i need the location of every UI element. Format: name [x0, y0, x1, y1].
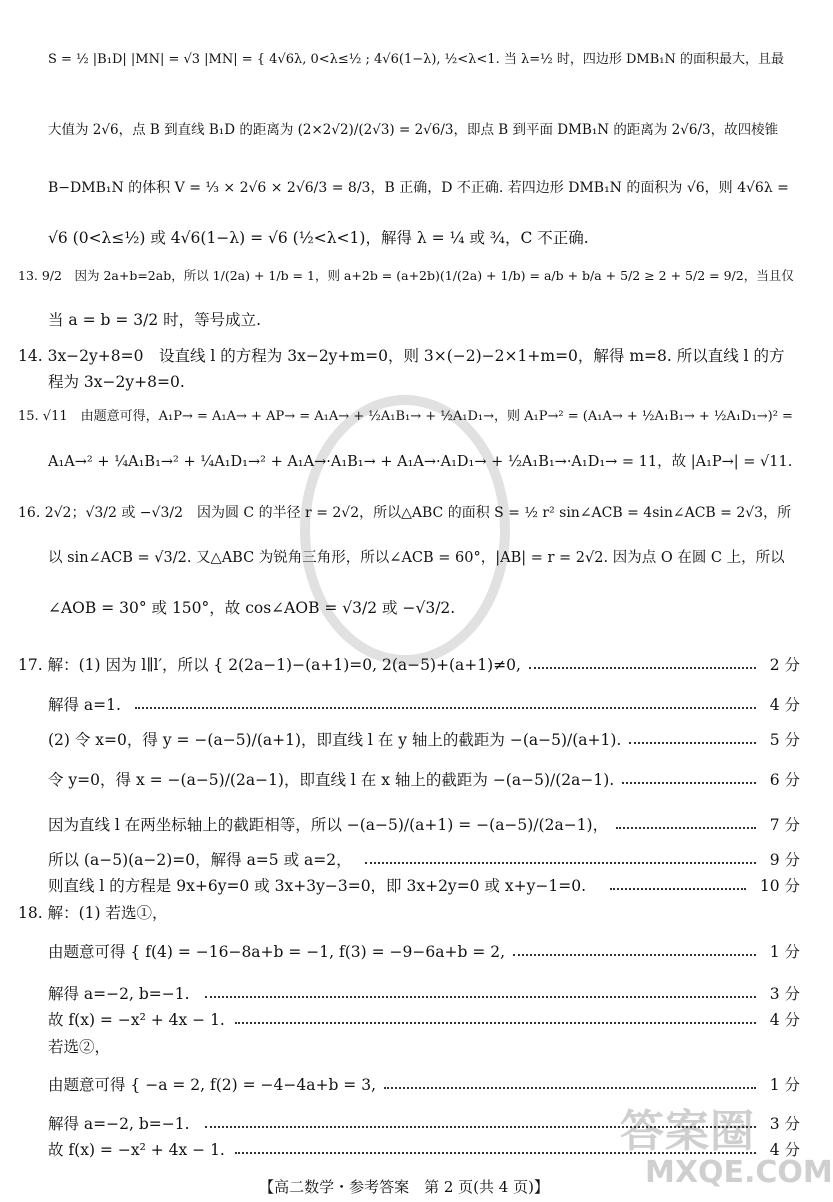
- leader-dots: [529, 667, 756, 669]
- score-points: 4 分: [769, 1141, 800, 1159]
- answer-line-text: A₁A→² + ¼A₁B₁→² + ¼A₁D₁→² + A₁A→·A₁B₁→ + A₁A→·A₁D₁→ + ½A₁B₁→·A₁D₁→ = 11，故 |A₁P→| = √11.: [48, 454, 793, 470]
- leader-dots: [205, 996, 756, 998]
- leader-dots: [205, 1126, 756, 1128]
- solution-step-text: 17. 解：(1) 因为 l∥l′，所以 { 2(2a−1)−(a+1)=0, 2(a−5)+(a+1)≠0,: [18, 656, 521, 674]
- answer-line-text: 大值为 2√6，点 B 到直线 B₁D 的距离为 (2×2√2)/(2√3) = 2√6/3，即点 B 到平面 DMB₁N 的距离为 2√6/3，故四棱锥: [48, 122, 779, 138]
- answer-line-text: 14. 3x−2y+8=0 设直线 l 的方程为 3x−2y+m=0，则 3×(−2)−2×1+m=0，解得 m=8. 所以直线 l 的方: [18, 347, 785, 365]
- solution-step-text: 解得 a=−2, b=−1.: [48, 1115, 190, 1133]
- answer-line-text: 15. √11 由题意可得，A₁P→ = A₁A→ + AP→ = A₁A→ + ½A₁B₁→ + ½A₁D₁→，则 A₁P→² = (A₁A→ + ½A₁B₁→ + ½A₁D₁→)² =: [18, 409, 793, 424]
- solution-step-text: 因为直线 l 在两坐标轴上的截距相等，所以 −(a−5)/(a+1) = −(a−5)/(2a−1)，: [48, 816, 609, 834]
- score-points: 4 分: [769, 696, 800, 714]
- leader-dots: [384, 1087, 756, 1089]
- leader-dots: [235, 1022, 756, 1024]
- solution-step-text: 则直线 l 的方程是 9x+6y=0 或 3x+3y−3=0，即 3x+2y=0 或 x+y−1=0.: [48, 877, 587, 895]
- leader-dots: [616, 827, 756, 829]
- answer-line-text: √6 (0<λ≤½) 或 4√6(1−λ) = √6 (½<λ<1)，解得 λ = ¼ 或 ¾，C 不正确.: [48, 229, 589, 247]
- solution-step-text: 解得 a=−2, b=−1.: [48, 985, 190, 1003]
- leader-dots: [629, 742, 756, 744]
- solution-step-text: 故 f(x) = −x² + 4x − 1.: [48, 1011, 225, 1029]
- solution-step-text: 由题意可得 { −a = 2, f(2) = −4−4a+b = 3,: [48, 1076, 377, 1094]
- solution-step-text: 解得 a=1.: [48, 696, 121, 714]
- answer-line-text: 当 a = b = 3/2 时，等号成立.: [48, 311, 262, 329]
- logo-watermark: [300, 395, 510, 665]
- site-watermark-url: MXQE.COM: [645, 1155, 833, 1190]
- solution-step-text: 令 y=0，得 x = −(a−5)/(2a−1)，即直线 l 在 x 轴上的截距为 −(a−5)/(2a−1).: [48, 771, 615, 789]
- solution-step-text: 由题意可得 { f(4) = −16−8a+b = −1, f(3) = −9−6a+b = 2,: [48, 943, 506, 961]
- solution-step-text: 故 f(x) = −x² + 4x − 1.: [48, 1141, 225, 1159]
- page-footer: 【高二数学・参考答案 第 2 页(共 4 页)】: [259, 1178, 549, 1196]
- leader-dots: [622, 782, 756, 784]
- leader-dots: [135, 707, 756, 709]
- leader-dots: [235, 1152, 756, 1154]
- score-points: 3 分: [769, 1115, 800, 1133]
- score-points: 5 分: [769, 731, 800, 749]
- solution-step-text: 若选②，: [48, 1038, 111, 1056]
- solution-step-text: 18. 解：(1) 若选①，: [18, 904, 168, 922]
- score-points: 9 分: [769, 851, 800, 869]
- score-points: 1 分: [769, 943, 800, 961]
- score-points: 6 分: [769, 771, 800, 789]
- score-points: 4 分: [769, 1011, 800, 1029]
- score-points: 2 分: [769, 656, 800, 674]
- score-points: 1 分: [769, 1076, 800, 1094]
- leader-dots: [610, 888, 746, 890]
- site-watermark-text: 答案圈: [620, 1106, 755, 1157]
- answer-line-text: 以 sin∠ACB = √3/2. 又△ABC 为锐角三角形，所以∠ACB = 60°，|AB| = r = 2√2. 因为点 O 在圆 C 上，所以: [48, 550, 785, 566]
- score-points: 3 分: [769, 985, 800, 1003]
- score-points: 10 分: [759, 877, 800, 895]
- solution-step-text: 所以 (a−5)(a−2)=0，解得 a=5 或 a=2，: [48, 851, 352, 869]
- answer-line-text: 程为 3x−2y+8=0.: [48, 373, 185, 391]
- score-points: 7 分: [769, 816, 800, 834]
- leader-dots: [365, 862, 756, 864]
- answer-line-text: 13. 9/2 因为 2a+b=2ab，所以 1/(2a) + 1/b = 1，则 a+2b = (a+2b)(1/(2a) + 1/b) = a/b + b/a + 5/2 ≥ 2 + 5/2 = 9/2，当且仅: [18, 268, 794, 283]
- leader-dots: [513, 954, 756, 956]
- answer-line-text: B−DMB₁N 的体积 V = ⅓ × 2√6 × 2√6/3 = 8/3，B 正确，D 不正确. 若四边形 DMB₁N 的面积为 √6，则 4√6λ =: [48, 180, 789, 196]
- answer-line-text: 16. 2√2；√3/2 或 −√3/2 因为圆 C 的半径 r = 2√2，所以△ABC 的面积 S = ½ r² sin∠ACB = 4sin∠ACB = 2√3，所: [18, 505, 792, 521]
- answer-line-text: S = ½ |B₁D| |MN| = √3 |MN| = { 4√6λ, 0<λ≤½ ; 4√6(1−λ), ½<λ<1. 当 λ=½ 时，四边形 DMB₁N 的面积最大，且最: [48, 52, 784, 67]
- answer-line-text: ∠AOB = 30° 或 150°，故 cos∠AOB = √3/2 或 −√3/2.: [48, 599, 456, 617]
- solution-step-text: (2) 令 x=0，得 y = −(a−5)/(a+1)，即直线 l 在 y 轴上的截距为 −(a−5)/(a+1).: [48, 731, 622, 749]
